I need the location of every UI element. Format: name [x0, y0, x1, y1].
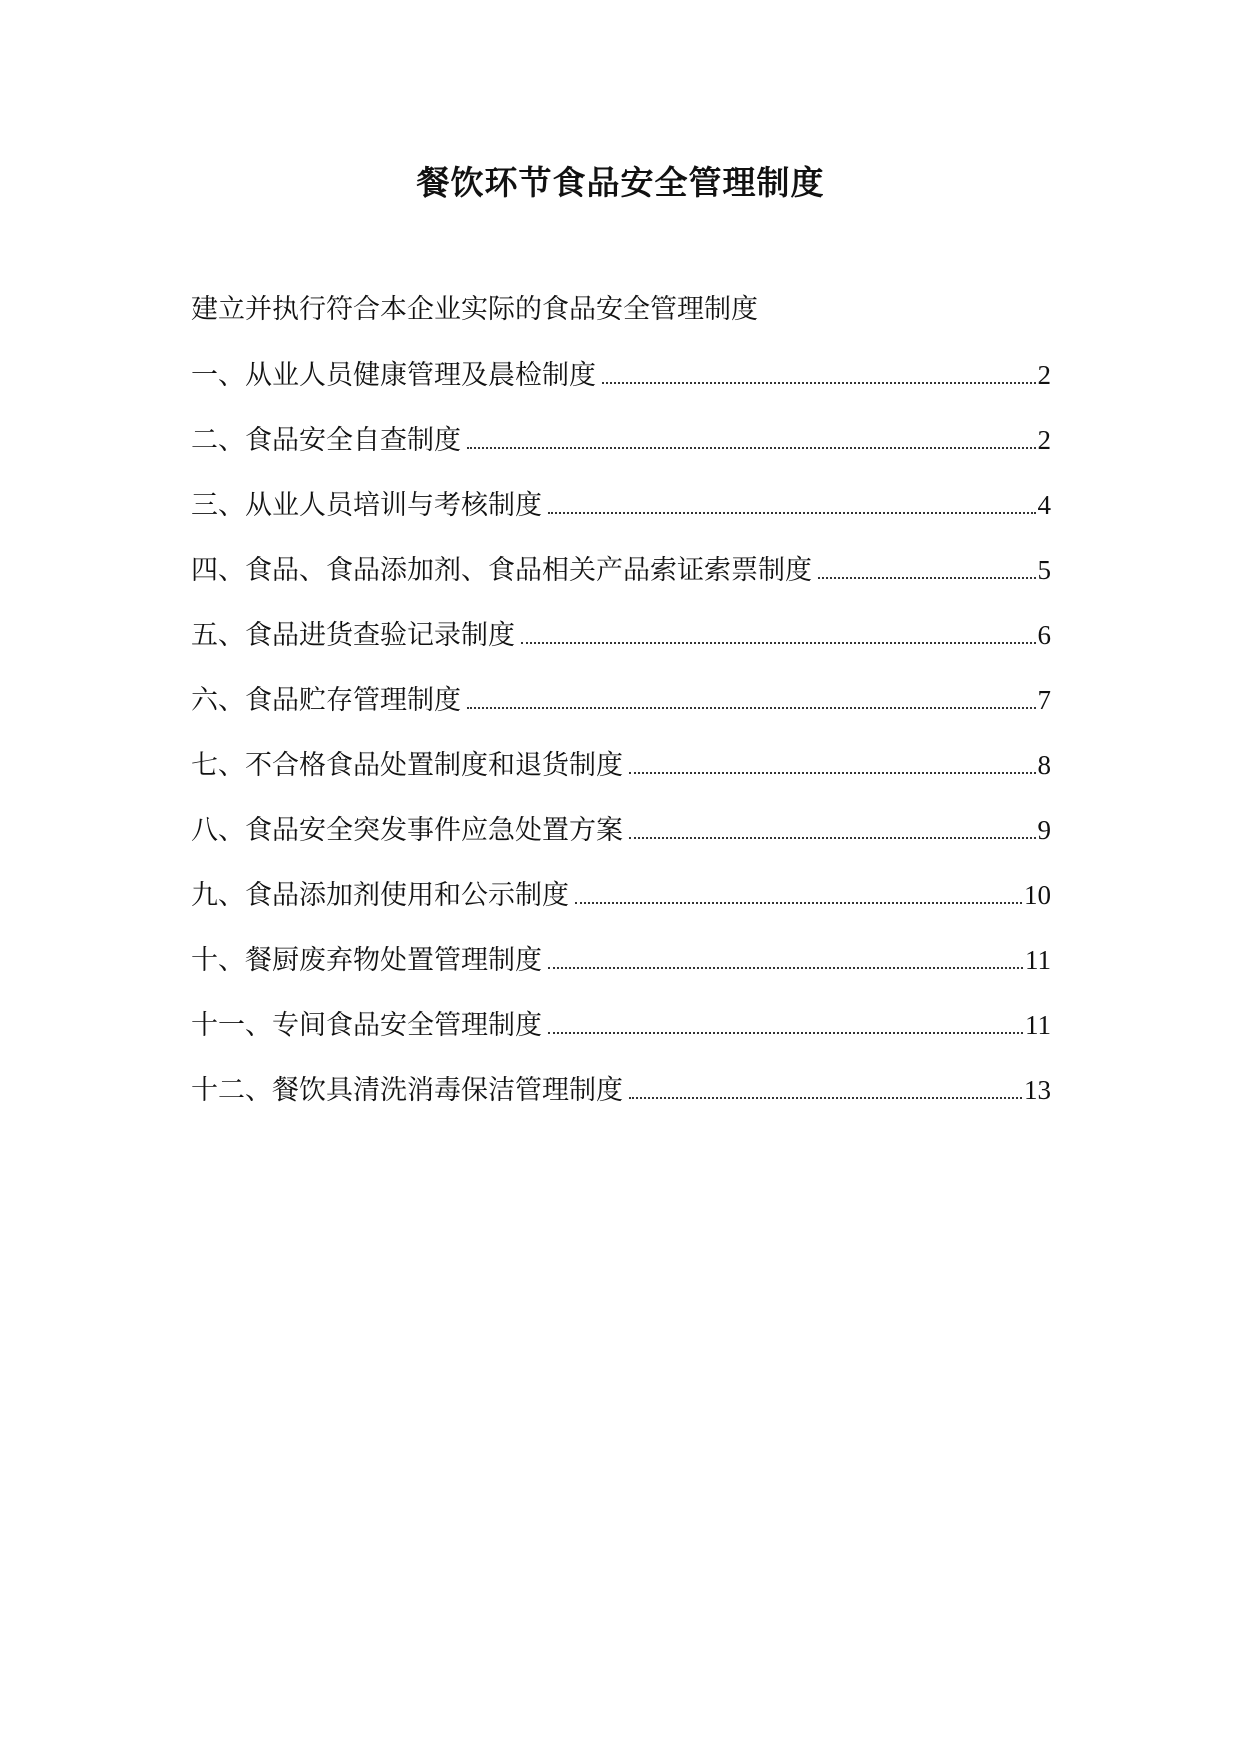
toc-entry-label: 十一、专间食品安全管理制度 — [191, 1010, 542, 1041]
toc-entry-page: 6 — [1037, 620, 1051, 650]
table-of-contents — [191, 355, 1051, 1135]
toc-entry[interactable] — [191, 1070, 1051, 1135]
toc-leader-dots — [548, 967, 1023, 969]
toc-entry[interactable] — [191, 420, 1051, 485]
toc-entry-label: 五、食品进货查验记录制度 — [191, 620, 515, 651]
toc-entry-page: 10 — [1024, 880, 1051, 910]
toc-entry-label: 八、食品安全突发事件应急处置方案 — [191, 815, 623, 846]
toc-entry-label: 七、不合格食品处置制度和退货制度 — [191, 750, 623, 781]
toc-leader-dots — [818, 577, 1036, 579]
toc-leader-dots — [467, 707, 1036, 709]
toc-entry-page: 2 — [1037, 360, 1051, 390]
toc-entry-label: 四、食品、食品添加剂、食品相关产品索证索票制度 — [191, 555, 812, 586]
toc-leader-dots — [629, 772, 1036, 774]
toc-entry-label: 十二、餐饮具清洗消毒保洁管理制度 — [191, 1075, 623, 1106]
toc-entry-label: 三、从业人员培训与考核制度 — [191, 490, 542, 521]
toc-leader-dots — [467, 447, 1036, 449]
document-title: 餐饮环节食品安全管理制度 — [416, 163, 825, 202]
toc-leader-dots — [629, 837, 1036, 839]
toc-entry[interactable] — [191, 355, 1051, 420]
toc-entry-page: 11 — [1025, 1010, 1051, 1040]
toc-entry[interactable] — [191, 940, 1051, 1005]
toc-entry-label: 九、食品添加剂使用和公示制度 — [191, 880, 569, 911]
toc-entry[interactable] — [191, 550, 1051, 615]
toc-entry[interactable] — [191, 875, 1051, 940]
toc-entry-page: 8 — [1037, 750, 1051, 780]
toc-entry-label: 十、餐厨废弃物处置管理制度 — [191, 945, 542, 976]
toc-entry-page: 13 — [1024, 1075, 1051, 1105]
toc-leader-dots — [521, 642, 1036, 644]
toc-entry[interactable] — [191, 615, 1051, 680]
toc-entry-label: 一、从业人员健康管理及晨检制度 — [191, 360, 596, 391]
toc-entry-page: 7 — [1037, 685, 1051, 715]
toc-leader-dots — [548, 1032, 1023, 1034]
toc-entry-page: 2 — [1037, 425, 1051, 455]
toc-leader-dots — [575, 902, 1022, 904]
toc-entry[interactable] — [191, 745, 1051, 810]
toc-entry-page: 9 — [1037, 815, 1051, 845]
toc-entry[interactable] — [191, 485, 1051, 550]
intro-text: 建立并执行符合本企业实际的食品安全管理制度 — [191, 294, 758, 325]
toc-entry[interactable] — [191, 680, 1051, 745]
toc-entry-page: 4 — [1037, 490, 1051, 520]
toc-entry-label: 二、食品安全自查制度 — [191, 425, 461, 456]
toc-entry[interactable] — [191, 1005, 1051, 1070]
toc-entry-page: 11 — [1025, 945, 1051, 975]
toc-entry-label: 六、食品贮存管理制度 — [191, 685, 461, 716]
toc-leader-dots — [548, 512, 1036, 514]
toc-leader-dots — [602, 382, 1036, 384]
toc-entry-page: 5 — [1037, 555, 1051, 585]
toc-entry[interactable] — [191, 810, 1051, 875]
toc-leader-dots — [629, 1097, 1022, 1099]
